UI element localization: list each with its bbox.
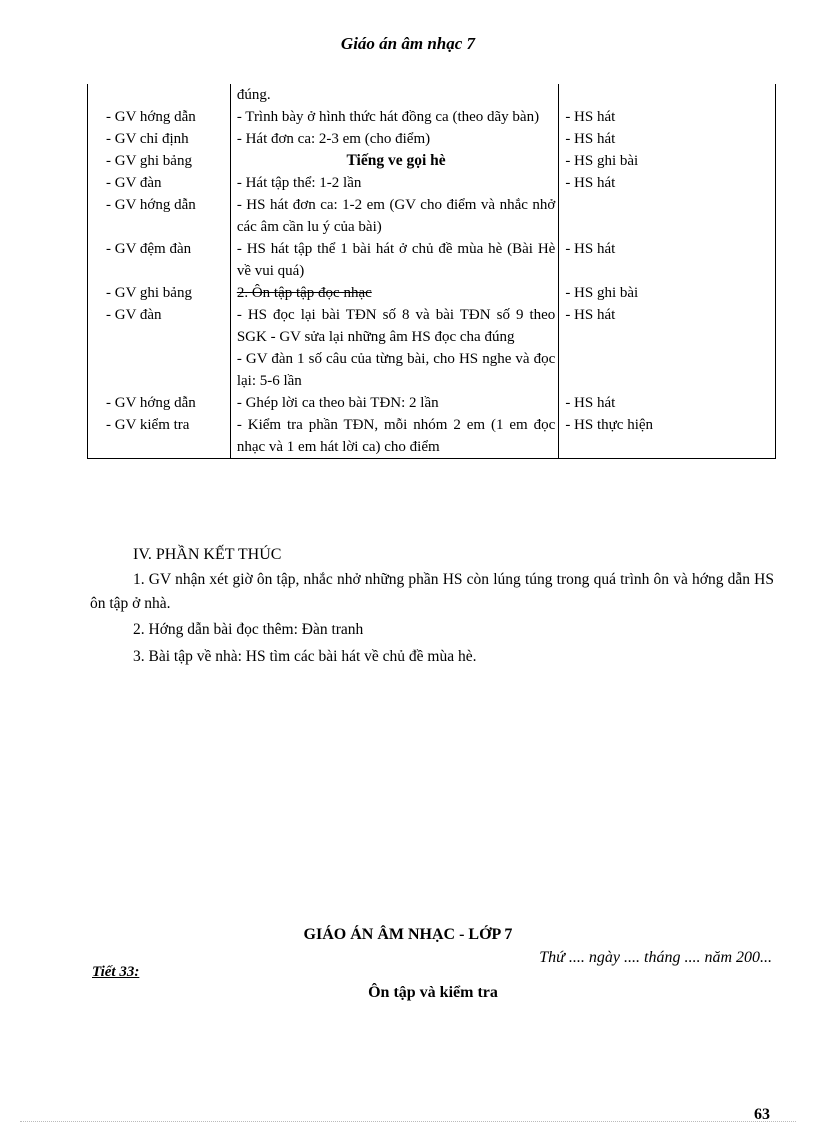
- content-cell: - HS đọc lại bài TĐN số 8 và bài TĐN số 9 theo SGK - GV sửa lại những âm HS đọc cha đúng: [230, 304, 558, 348]
- table-row: [88, 106, 776, 128]
- period-label: Tiết 33:: [92, 964, 140, 980]
- student-activity-cell: - HS ghi bài: [559, 150, 776, 172]
- lesson-activity-table: [87, 84, 776, 459]
- table-row: [88, 304, 776, 348]
- song-title-cell: Tiếng ve gọi hè: [230, 150, 558, 172]
- content-cell: - Hát đơn ca: 2-3 em (cho điểm): [230, 128, 558, 150]
- table-row: [88, 282, 776, 304]
- content-cell: - Trình bày ở hình thức hát đồng ca (theo dãy bàn): [230, 106, 558, 128]
- teacher-activity-cell: - GV ghi bảng: [88, 282, 231, 304]
- section-heading: IV. PHẦN KẾT THÚC: [133, 546, 282, 563]
- teacher-activity-cell: - GV đàn: [88, 304, 231, 348]
- footer-divider: [20, 1121, 796, 1122]
- student-activity-cell: - HS hát: [559, 172, 776, 194]
- teacher-activity-cell: [88, 84, 231, 106]
- student-activity-cell: - HS hát: [559, 238, 776, 282]
- teacher-activity-cell: - GV đệm đàn: [88, 238, 231, 282]
- student-activity-cell: - HS ghi bài: [559, 282, 776, 304]
- teacher-activity-cell: - GV đàn: [88, 172, 231, 194]
- page-number: 63: [754, 1106, 770, 1123]
- ending-item-2: 2. Hớng dẫn bài đọc thêm: Đàn tranh: [133, 621, 364, 638]
- student-activity-cell: - HS hát: [559, 304, 776, 348]
- next-lesson-title: GIÁO ÁN ÂM NHẠC - LỚP 7: [303, 926, 513, 943]
- student-activity-cell: - HS thực hiện: [559, 414, 776, 459]
- table-row: [88, 392, 776, 414]
- teacher-activity-cell: - GV hớng dẫn: [88, 194, 231, 238]
- table-row: [88, 238, 776, 282]
- teacher-activity-cell: - GV hớng dẫn: [88, 392, 231, 414]
- ending-item-3: 3. Bài tập về nhà: HS tìm các bài hát về chủ đề mùa hè.: [133, 648, 477, 665]
- table-row: [88, 172, 776, 194]
- teacher-activity-cell: - GV kiểm tra: [88, 414, 231, 459]
- table-row: [88, 150, 776, 172]
- table-row: [88, 194, 776, 238]
- table-row: [88, 128, 776, 150]
- student-activity-cell: - HS hát: [559, 128, 776, 150]
- content-cell: - HS hát tập thể 1 bài hát ở chủ đề mùa hè (Bài Hè về vui quá): [230, 238, 558, 282]
- section-heading-cell: 2. Ôn tập tập đọc nhạc: [230, 282, 558, 304]
- table-row: [88, 84, 776, 106]
- content-cell: - HS hát đơn ca: 1-2 em (GV cho điểm và nhắc nhở các âm cần lu ý của bài): [230, 194, 558, 238]
- content-cell: - Kiểm tra phần TĐN, mỗi nhóm 2 em (1 em đọc nhạc và 1 em hát lời ca) cho điểm: [230, 414, 558, 459]
- content-cell: đúng.: [230, 84, 558, 106]
- teacher-activity-cell: - GV ghi bảng: [88, 150, 231, 172]
- student-activity-cell: [559, 84, 776, 106]
- teacher-activity-cell: - GV chỉ định: [88, 128, 231, 150]
- student-activity-cell: - HS hát: [559, 106, 776, 128]
- ending-item-1: 1. GV nhận xét giờ ôn tập, nhắc nhở những phần HS còn lúng túng trong quá trình ôn và hớng dẫn HS ôn tập ở nhà.: [90, 571, 774, 612]
- content-cell: - GV đàn 1 số câu của từng bài, cho HS nghe và đọc lại: 5-6 lần: [230, 348, 558, 392]
- content-cell: - Hát tập thể: 1-2 lần: [230, 172, 558, 194]
- page-header-title: Giáo án âm nhạc 7: [340, 34, 476, 53]
- student-activity-cell: - HS hát: [559, 392, 776, 414]
- lesson-title: Ôn tập và kiểm tra: [368, 984, 498, 1001]
- student-activity-cell: [559, 348, 776, 392]
- table-row: [88, 348, 776, 392]
- teacher-activity-cell: [88, 348, 231, 392]
- content-cell: - Ghép lời ca theo bài TĐN: 2 lần: [230, 392, 558, 414]
- teacher-activity-cell: - GV hớng dẫn: [88, 106, 231, 128]
- date-line: Thứ .... ngày .... tháng .... năm 200...: [539, 949, 772, 966]
- student-activity-cell: [559, 194, 776, 238]
- table-row: [88, 414, 776, 459]
